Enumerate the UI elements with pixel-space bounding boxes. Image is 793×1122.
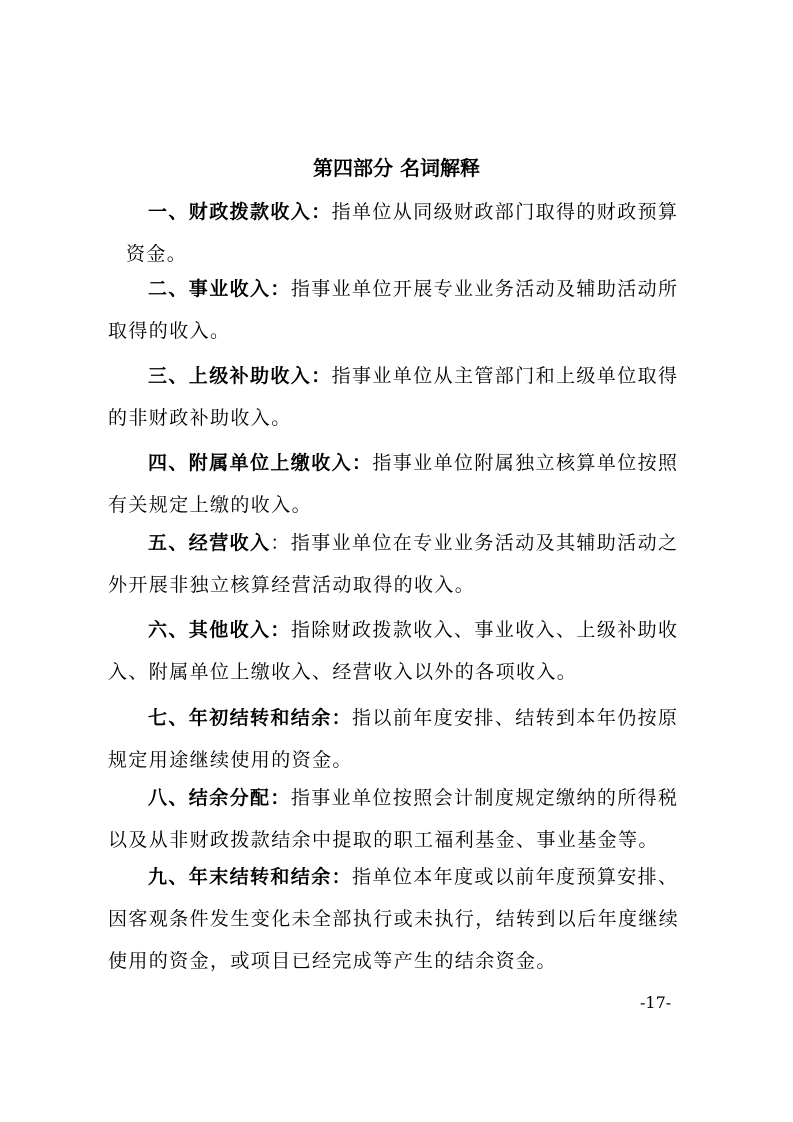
page-number: -17- [640, 993, 672, 1012]
term-label: 七、年初结转和结余： [148, 707, 353, 729]
term-label: 五、经营收入 [148, 532, 271, 554]
definition-fiscal-appropriation-revenue [108, 191, 693, 275]
definition-affiliated-unit-remittance [108, 442, 693, 526]
term-label: 六、其他收入： [148, 619, 291, 641]
term-label: 三、上级补助收入： [148, 365, 332, 387]
definition-operating-revenue [108, 522, 693, 606]
definition-text: ：指事业单位在专业业务活动及其辅助活动之外开展非独立核算经营活动取得的收入。 [108, 532, 679, 596]
definition-opening-carryover [108, 697, 693, 781]
definition-text: 指除财政拨款收入、事业收入、上级补助收入、附属单位上缴收入、经营收入以外的各项收入。 [108, 619, 679, 683]
term-label: 九、年末结转和结余： [148, 866, 353, 888]
term-label: 八、结余分配： [148, 787, 291, 809]
definition-text: 指事业单位附属独立核算单位按照有关规定上缴的收入。 [108, 452, 679, 516]
term-label: 二、事业收入： [148, 278, 291, 300]
definition-text: 指事业单位从主管部门和上级单位取得的非财政补助收入。 [108, 365, 679, 429]
definition-text: 指以前年度安排、结转到本年仍按原规定用途继续使用的资金。 [108, 707, 679, 771]
definition-closing-carryover [108, 856, 693, 982]
definition-text: 指单位从同级财政部门取得的财政预算 [331, 201, 679, 223]
definition-text: 指事业单位开展专业业务活动及辅助活动所取得的收入。 [108, 278, 679, 342]
page-title: 第四部分 名词解释 [313, 156, 480, 180]
definition-surplus-distribution [108, 777, 693, 861]
definition-superior-subsidy-revenue [108, 355, 693, 439]
term-label: 四、附属单位上缴收入： [148, 452, 373, 474]
definition-text-continued: 资金。 [126, 243, 188, 265]
definition-text: 指单位本年度或以前年度预算安排、因客观条件发生变化未全部执行或未执行，结转到以后年度继续使用的资金，或项目已经完成等产生的结余资金。 [108, 866, 680, 972]
definition-business-revenue [108, 268, 693, 352]
definition-other-revenue [108, 609, 693, 693]
definition-text: 指事业单位按照会计制度规定缴纳的所得税以及从非财政拨款结余中提取的职工福利基金、事业基金等。 [108, 787, 679, 851]
term-label: 一、财政拨款收入： [148, 201, 332, 223]
